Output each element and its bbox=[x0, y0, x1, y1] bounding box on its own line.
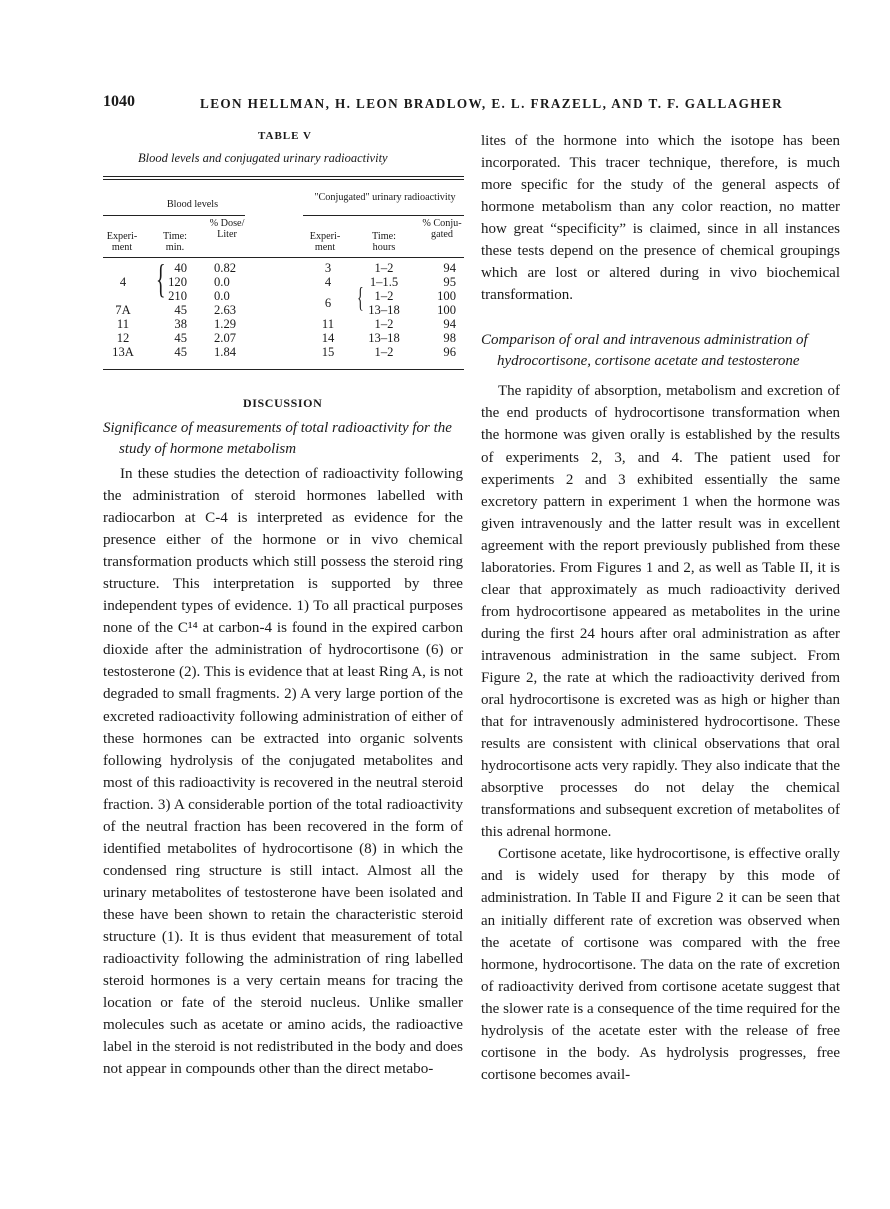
blood-dose-cell: 2.63 bbox=[214, 303, 237, 317]
continuation-paragraph: lites of the hormone into which the isotope has been incorporated. This tracer technique, therefore, is much more specific for the study of the general aspects of hormone metabolism than any color reaction, no matter how great “specificity” is claimed, since in all instances these tests depend on the presence of chemical groupings which are lost or altered during in vivo biochemical transformation. bbox=[481, 133, 840, 304]
urine-conjugated-cell: 94 bbox=[443, 261, 456, 275]
blood-experiment-cell: 11 bbox=[116, 317, 130, 331]
discussion-paragraph: In these studies the detection of radioactivity following the administration of steroid hormones labelled with radiocarbon at C-4 is interpreted as evidence for the presence either of the hormone or in vivo chemical transformation products which still possess the steroid ring structure. This interpretation is supported by three independent types of evidence. 1) To all practical purposes none of the C¹⁴ at carbon-4 is found in the expired carbon dioxide after the administration of hydrocortisone (6) or testosterone (2). This is evidence that at least Ring A, is not degraded to small fragments. 2) A very large portion of the excreted radioactivity following administration of either of these hormones can be extracted into organic solvents following hydrolysis of the conjugated metabolites and most of this radioactivity is recovered in the neutral steroid fraction. 3) A considerable portion of the total radioactivity of the neutral fraction has been recovered in the form of identified metabolites of hydrocortisone (8) in which the condensed ring structure is still intact. Almost all the urinary metabolites of testosterone have been isolated and these have been shown to retain the characteristic steroid structure (1). It is thus evident that measurement of total radioactivity following the administration of ring labelled steroid hormones is a very certain means for tracing the location or fate of the steroid nucleus. Unlike smaller molecules such as acetate or amino acids, the radioactive label in the steroid is not redistributed in the body and does not appear in compounds other than the direct metabo- bbox=[103, 466, 463, 1078]
brace-exp4: { bbox=[156, 256, 166, 301]
urine-conjugated-cell: 100 bbox=[437, 289, 456, 303]
table-top-rule-2 bbox=[103, 179, 464, 180]
col-header-conjugated: % Conju-gated bbox=[422, 218, 462, 240]
group-rule-blood bbox=[103, 215, 245, 216]
comparison-subheading: Comparison of oral and intravenous administration of hydrocortisone, cortisone acetate and testosterone bbox=[481, 332, 808, 370]
col-header-experiment-left: Experi-ment bbox=[106, 231, 138, 253]
urine-time-cell: 13–18 bbox=[368, 331, 400, 345]
urine-time-cell: 1–2 bbox=[374, 345, 394, 359]
blood-dose-cell: 1.84 bbox=[214, 345, 237, 359]
page-number: 1040 bbox=[103, 93, 135, 110]
comparison-paragraph-1: The rapidity of absorption, metabolism and excretion of the end products of hydrocortisone transformation when the hormone was given orally is established by the results of experiments 2, 3, and 4. The patient used for experiments 2 and 3 exhibited essentially the same excretory pattern in experiment 1 when the hormone was given intravenously and the latter result was in excellent agreement with the report previously published from these laboratories. From Figures 1 and 2, as well as Table II, it is clear that approximately as much radioactivity derived from hydrocortisone appeared as metabolites in the urine during the first 24 hours after oral administration as after intravenous administration in the same subject. From Figure 2, the rate at which the radioactivity derived from oral hydrocortisone is excreted was as high or higher than that for intravenously administered hydrocortisone. These results are consistent with clinical observations that oral hydrocortisone acts very rapidly. They also indicate that the absorptive processes do not delay the chemical transformations and subsequent excretion of metabolites of this adrenal hormone. bbox=[481, 383, 840, 841]
table-top-rule bbox=[103, 176, 464, 177]
running-head: LEON HELLMAN, H. LEON BRADLOW, E. L. FRAZELL, AND T. F. GALLAGHER bbox=[200, 96, 784, 111]
blood-dose-cell: 0.0 bbox=[214, 275, 230, 289]
brace-exp6: { bbox=[357, 283, 364, 314]
blood-dose-cell: 0.0 bbox=[214, 289, 230, 303]
urine-time-cell: 1–1.5 bbox=[369, 275, 399, 289]
section-heading-discussion: DISCUSSION bbox=[243, 396, 323, 410]
discussion-subheading: Significance of measurements of total radioactivity for the study of hormone metabolism bbox=[103, 420, 452, 457]
urine-experiment-cell: 14 bbox=[321, 331, 335, 345]
urine-conjugated-cell: 100 bbox=[437, 303, 456, 317]
blood-time-cell: 45 bbox=[174, 331, 187, 345]
table-caption: Blood levels and conjugated urinary radioactivity bbox=[138, 151, 388, 165]
comparison-paragraph-2: Cortisone acetate, like hydrocortisone, is effective orally and is widely used for therapy by this mode of administration. In Table II and Figure 2 it can be seen that an initially different rate of excretion was observed when the acetate of cortisone was compared with the free hormone, hydrocortisone. The data on the rate of excretion of radioactivity derived from cortisone acetate suggest that the slower rate is a consequence of the time required for the hydrolysis of the acetate ester with the release of free cortisone in the body. As hydrolysis progresses, free cortisone becomes avail- bbox=[481, 846, 840, 1083]
blood-time-cell: 45 bbox=[174, 303, 187, 317]
blood-time-cell: 40 bbox=[174, 261, 187, 275]
left-column bbox=[103, 418, 463, 1080]
urine-time-cell: 1–2 bbox=[374, 261, 394, 275]
col-header-dose: % Dose/ Liter bbox=[209, 218, 245, 240]
urine-time-cell: 13–18 bbox=[368, 303, 400, 317]
group-rule-urine bbox=[303, 215, 464, 216]
blood-time-cell: 120 bbox=[168, 275, 187, 289]
urine-conjugated-cell: 94 bbox=[443, 317, 456, 331]
group-header-blood: Blood levels bbox=[166, 199, 219, 210]
urine-experiment-cell: 11 bbox=[321, 317, 335, 331]
table-bottom-rule bbox=[103, 369, 464, 370]
col-header-experiment-right: Experi-ment bbox=[309, 231, 341, 253]
blood-time-cell: 38 bbox=[174, 317, 187, 331]
group-header-urine: "Conjugated" urinary radioactivity bbox=[314, 192, 456, 203]
blood-experiment-cell: 13A bbox=[112, 345, 134, 359]
blood-dose-cell: 0.82 bbox=[214, 261, 237, 275]
table-label: TABLE V bbox=[258, 130, 312, 142]
col-header-time-min: Time: min. bbox=[163, 231, 187, 253]
urine-experiment-cell: 6 bbox=[324, 296, 332, 310]
urine-experiment-cell: 15 bbox=[321, 345, 335, 359]
urine-conjugated-cell: 95 bbox=[443, 275, 456, 289]
col-header-time-hours: Time: hours bbox=[372, 231, 396, 253]
urine-time-cell: 1–2 bbox=[374, 289, 394, 303]
urine-experiment-cell: 3 bbox=[324, 261, 332, 275]
blood-experiment-cell: 7A bbox=[115, 303, 131, 317]
blood-dose-cell: 2.07 bbox=[214, 331, 237, 345]
blood-time-cell: 210 bbox=[168, 289, 187, 303]
urine-experiment-cell: 4 bbox=[324, 275, 332, 289]
urine-conjugated-cell: 98 bbox=[443, 331, 456, 345]
blood-experiment-cell: 12 bbox=[116, 331, 130, 345]
urine-conjugated-cell: 96 bbox=[443, 345, 456, 359]
urine-time-cell: 1–2 bbox=[374, 317, 394, 331]
blood-dose-cell: 1.29 bbox=[214, 317, 237, 331]
blood-time-cell: 45 bbox=[174, 345, 187, 359]
right-column bbox=[481, 130, 840, 1086]
blood-experiment-cell: 4 bbox=[119, 275, 127, 289]
